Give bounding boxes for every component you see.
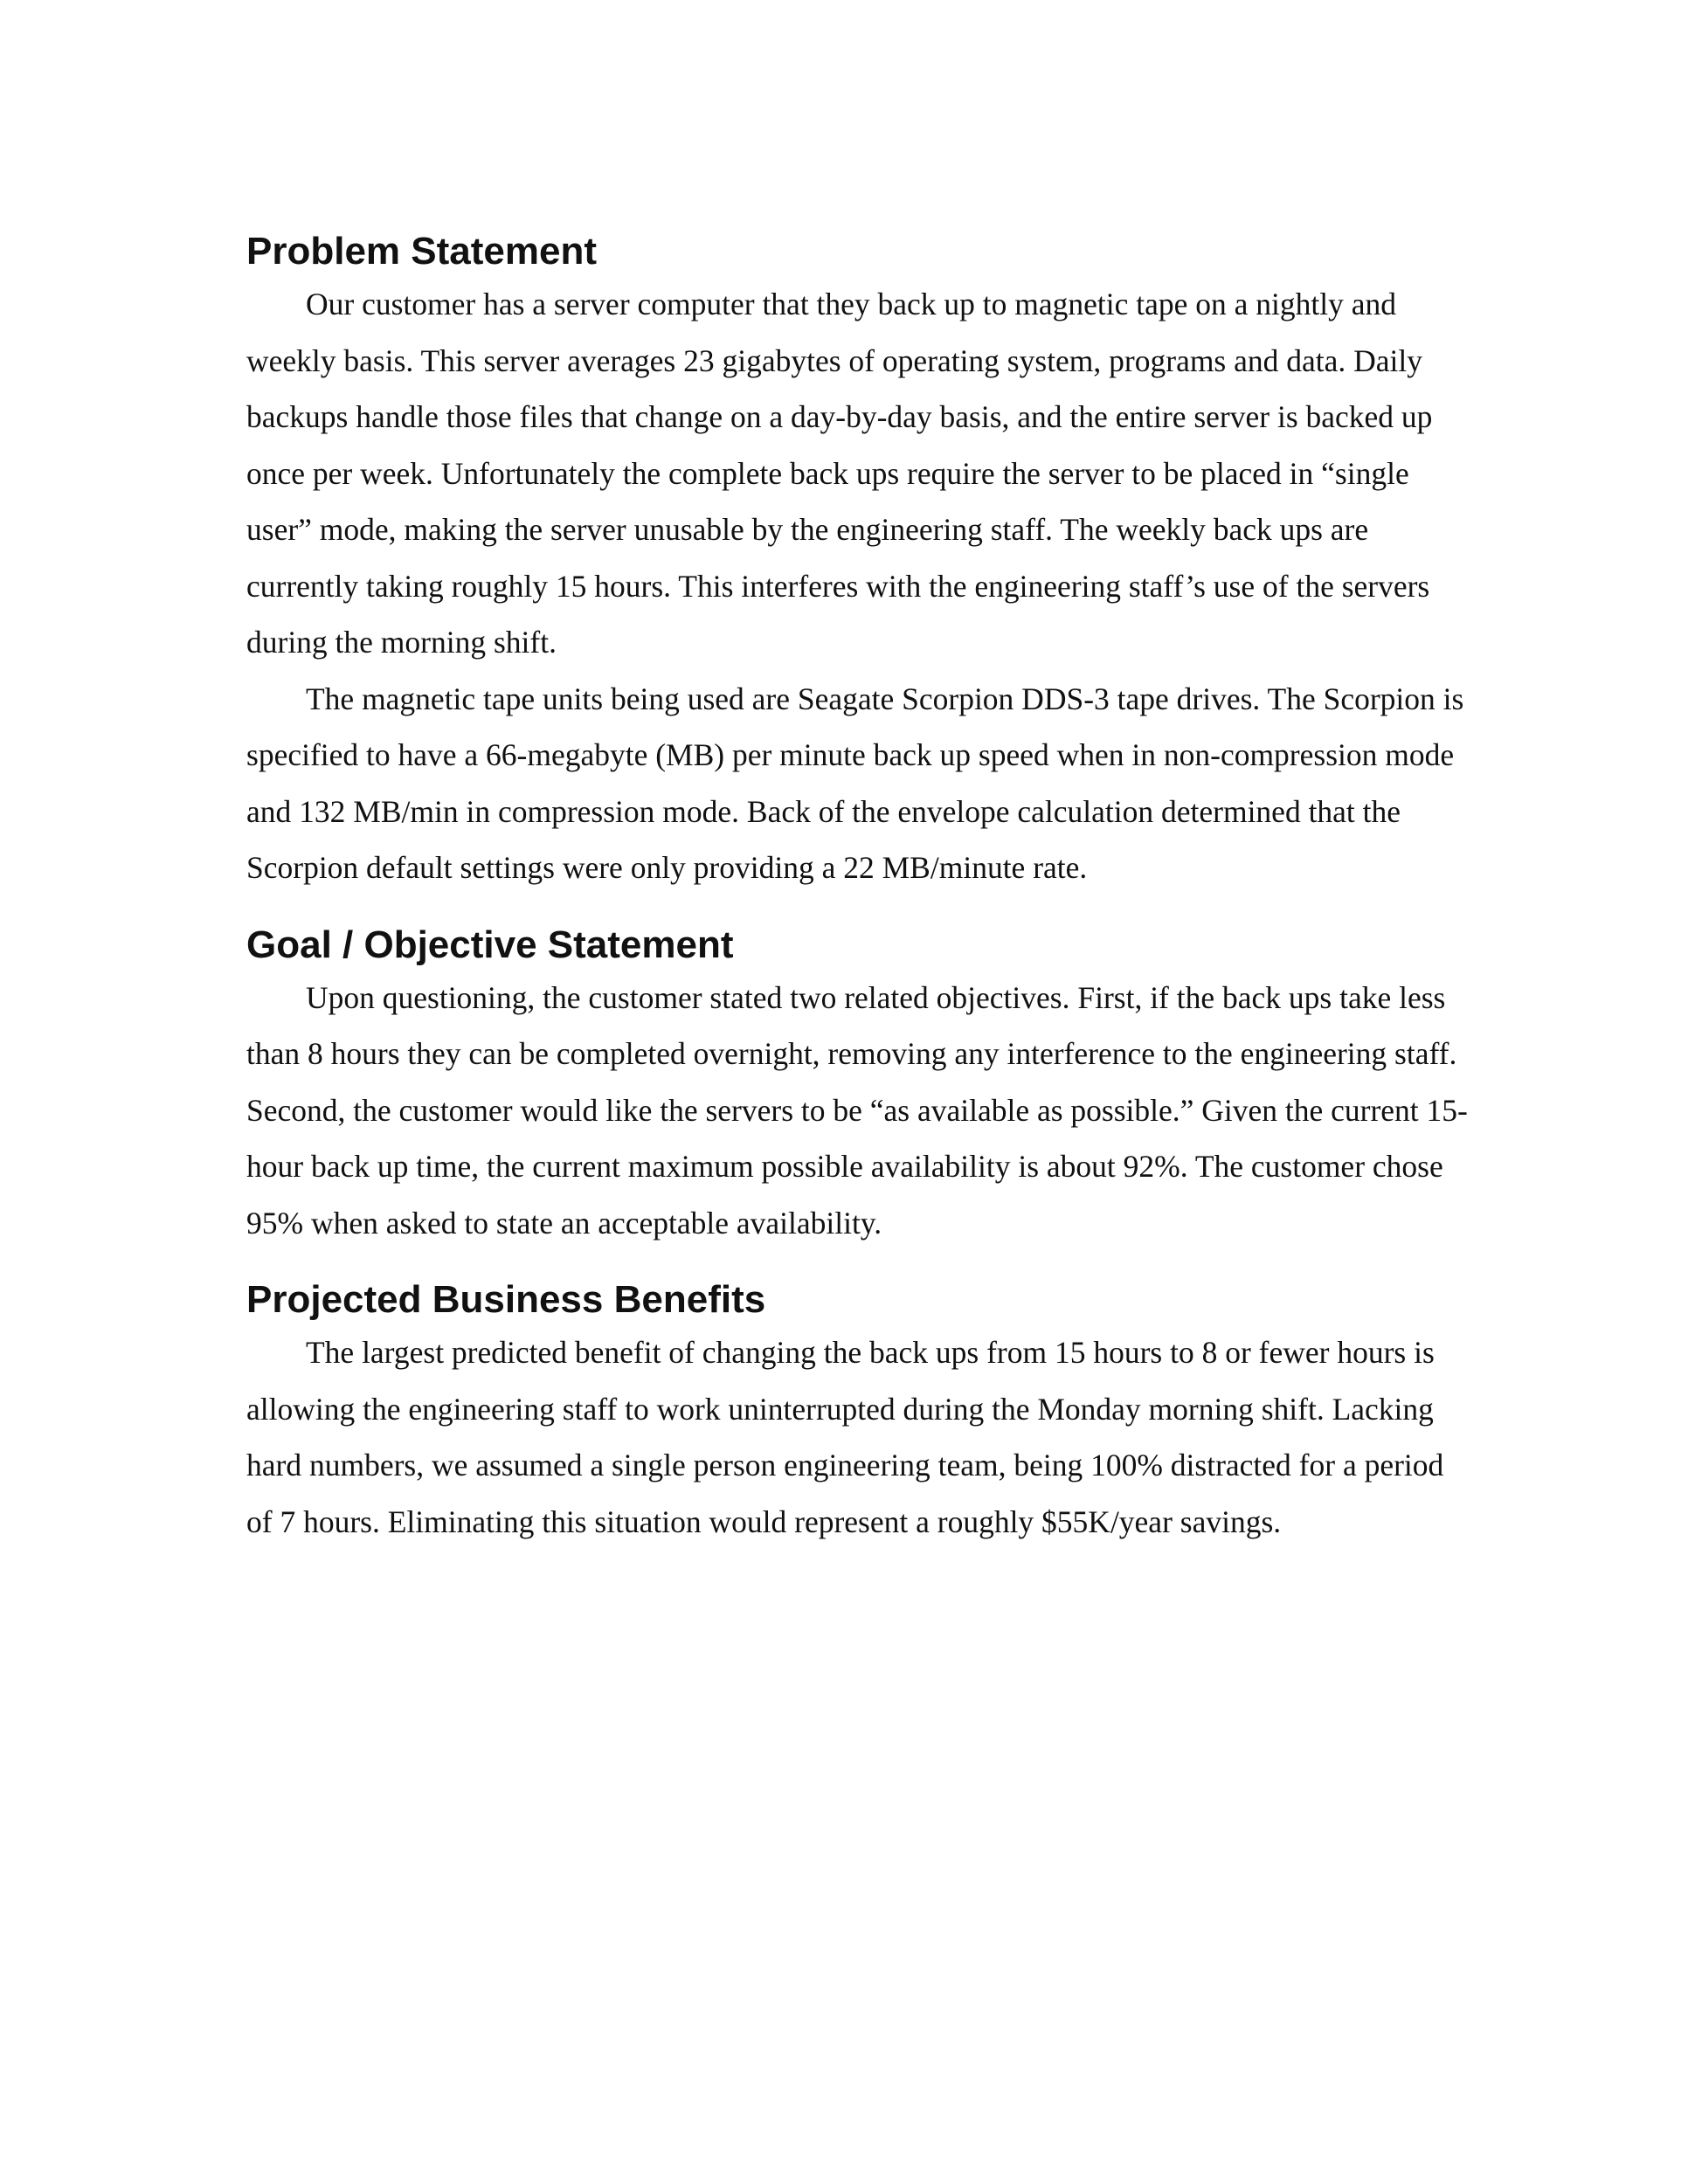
- paragraph: The magnetic tape units being used are Seagate Scorpion DDS-3 tape drives. The Scorpion is specified to have a 66-megabyte (MB) per minute back up speed when in non-compression mode and 132 MB/min in compression mode. Back of the envelope calculation determined that the Scorpion default settings were only providing a 22 MB/minute rate.: [246, 681, 1464, 885]
- section-heading: Problem Statement: [246, 230, 597, 273]
- section-business-benefits: [246, 1274, 1470, 1550]
- paragraph: Our customer has a server computer that they back up to magnetic tape on a nightly and weekly basis. This server averages 23 gigabytes of operating system, programs and data. Daily backups handle those files that change on a day-by-day basis, and the entire server is backed up once per week. Unfortunately the complete back ups require the server to be placed in “single user” mode, making the server unusable by the engineering staff. The weekly back ups are currently taking roughly 15 hours. This interferes with the engineering staff’s use of the servers during the morning shift.: [246, 287, 1433, 660]
- section-problem-statement: [246, 225, 1470, 896]
- paragraph: Upon questioning, the customer stated two related objectives. First, if the back ups take less than 8 hours they can be completed overnight, removing any interference to the engineering staff. Second, the customer would like the servers to be “as available as possible.” Given the current 15-hour back up time, the current maximum possible availability is about 92%. The customer chose 95% when asked to state an acceptable availability.: [246, 979, 1468, 1241]
- paragraph: The largest predicted benefit of changing the back ups from 15 hours to 8 or fewer hours is allowing the engineering staff to work uninterrupted during the Monday morning shift. Lacking hard numbers, we assumed a single person engineering team, being 100% distracted for a period of 7 hours. Eliminating this situation would represent a roughly $55K/year savings.: [246, 1335, 1444, 1539]
- section-heading: Goal / Objective Statement: [246, 923, 734, 966]
- section-goal-objective: [246, 919, 1470, 1252]
- section-heading: Projected Business Benefits: [246, 1278, 766, 1321]
- document-page: [246, 225, 1470, 1550]
